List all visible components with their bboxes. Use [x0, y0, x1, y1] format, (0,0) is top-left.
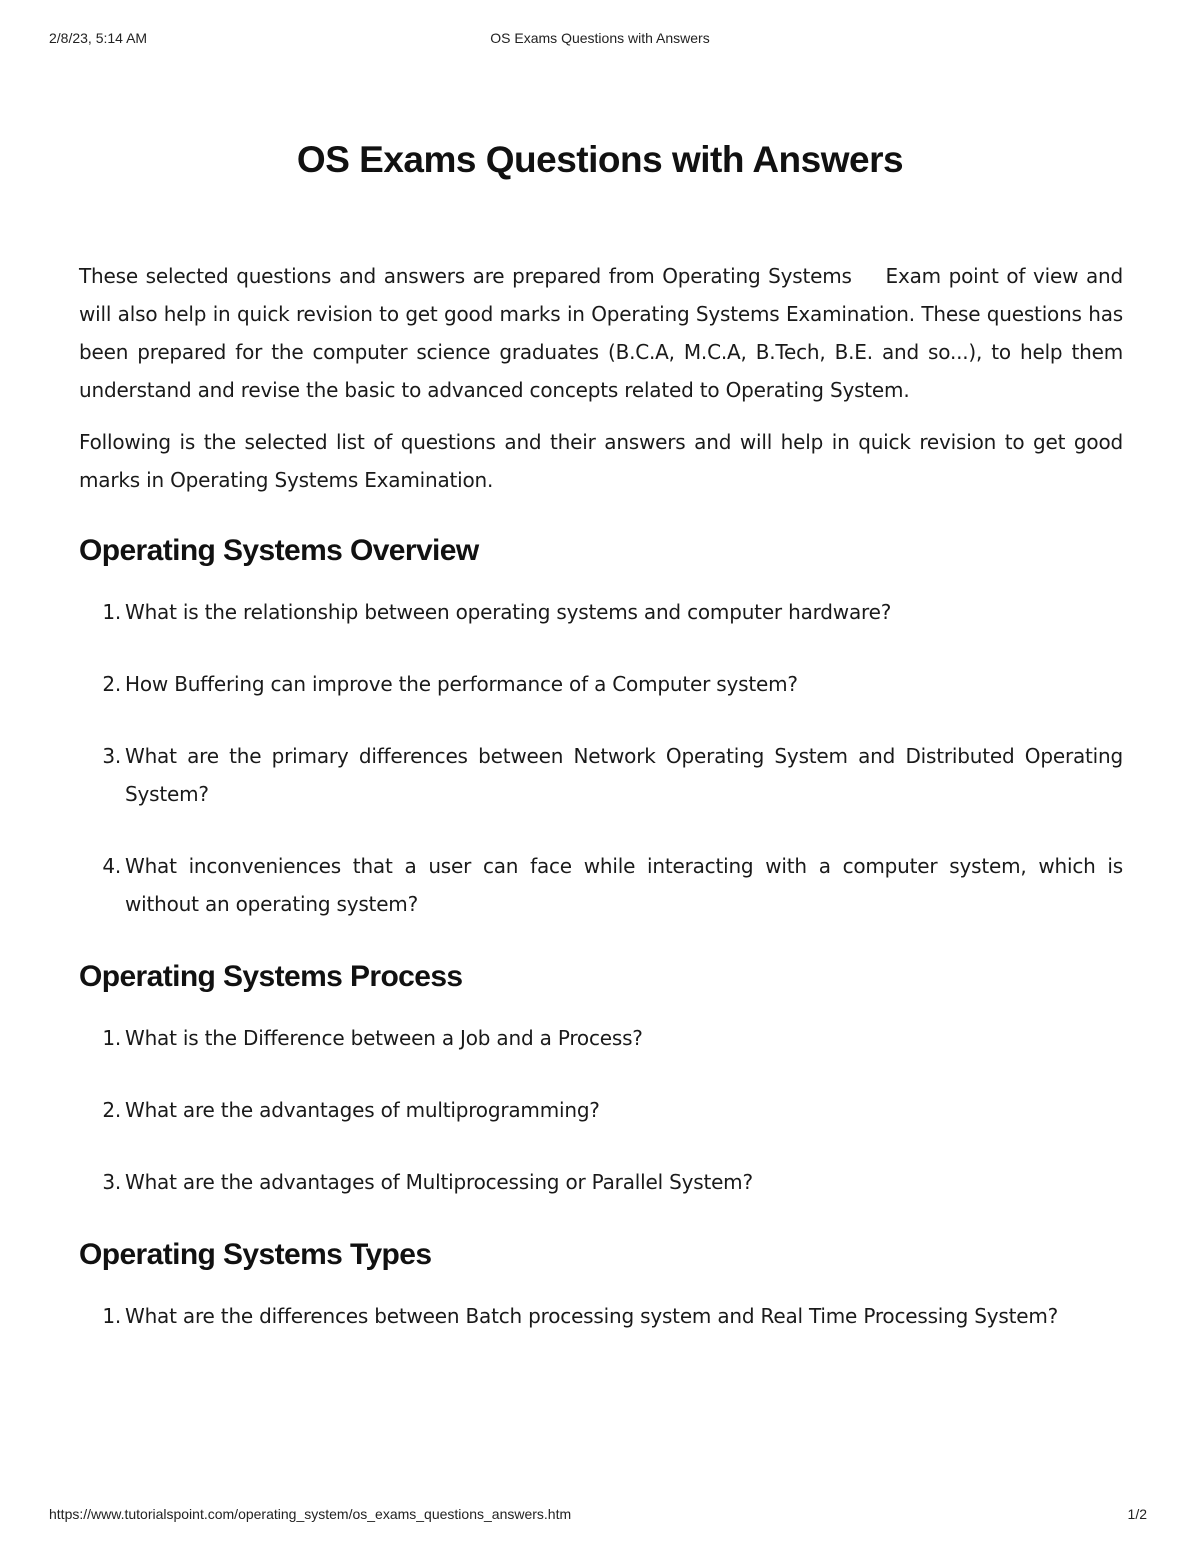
question-text: What are the advantages of multiprogramming? [125, 1098, 600, 1122]
list-item [79, 737, 1123, 813]
article-body [79, 257, 1123, 1369]
question-text: What are the differences between Batch processing system and Real Time Processing System? [125, 1304, 1059, 1328]
list-item [79, 593, 1123, 631]
question-number: 1. [102, 1304, 121, 1328]
question-text: What inconveniences that a user can face while interacting with a computer system, which is without an operating system? [125, 854, 1123, 916]
question-text: What are the advantages of Multiprocessing or Parallel System? [125, 1170, 753, 1194]
question-number: 2. [102, 672, 121, 696]
question-text: What is the relationship between operating systems and computer hardware? [125, 600, 892, 624]
question-number: 1. [102, 1026, 121, 1050]
section-heading-types: Operating Systems Types [79, 1238, 432, 1271]
list-item [79, 665, 1123, 703]
operating-systems-link[interactable]: Operating Systems [662, 264, 852, 288]
question-number: 2. [102, 1098, 121, 1122]
list-item [79, 1297, 1123, 1335]
question-list-overview [79, 593, 1123, 923]
intro-paragraph [79, 257, 1123, 409]
section-heading-overview: Operating Systems Overview [79, 534, 479, 567]
question-number: 1. [102, 600, 121, 624]
list-item [79, 1091, 1123, 1129]
list-item [79, 1019, 1123, 1057]
page-title: OS Exams Questions with Answers [296, 139, 904, 180]
question-text: How Buffering can improve the performance of a Computer system? [125, 672, 798, 696]
intro-text-end: Exam point of view and will also help in quick revision to get good marks in Operating Systems Examination. These questions has been prepared for the computer science graduates (B.C.A, M.C.A, B.Tech, B.E. and so...), to help them understand and revise the basic to advanced concepts related to Operating System. [79, 264, 1123, 402]
list-item [79, 847, 1123, 923]
question-list-types [79, 1297, 1123, 1335]
print-url: https://www.tutorialspoint.com/operating_system/os_exams_questions_answers.htm [49, 1506, 572, 1522]
intro-paragraph-2: Following is the selected list of questions and their answers and will help in quick revision to get good marks in Operating Systems Examination. [79, 430, 1123, 492]
question-text: What is the Difference between a Job and a Process? [125, 1026, 643, 1050]
section-heading-process: Operating Systems Process [79, 960, 463, 993]
print-datetime: 2/8/23, 5:14 AM [49, 30, 148, 46]
question-text: What are the primary differences between Network Operating System and Distributed Operating System? [125, 744, 1123, 806]
print-page-title: OS Exams Questions with Answers [490, 30, 710, 46]
question-number: 4. [102, 854, 121, 878]
question-list-process [79, 1019, 1123, 1201]
question-number: 3. [102, 1170, 121, 1194]
intro-text-start: These selected questions and answers are prepared from [79, 264, 655, 288]
question-number: 3. [102, 744, 121, 768]
list-item [79, 1163, 1123, 1201]
print-page-number: 1/2 [1127, 1506, 1147, 1522]
